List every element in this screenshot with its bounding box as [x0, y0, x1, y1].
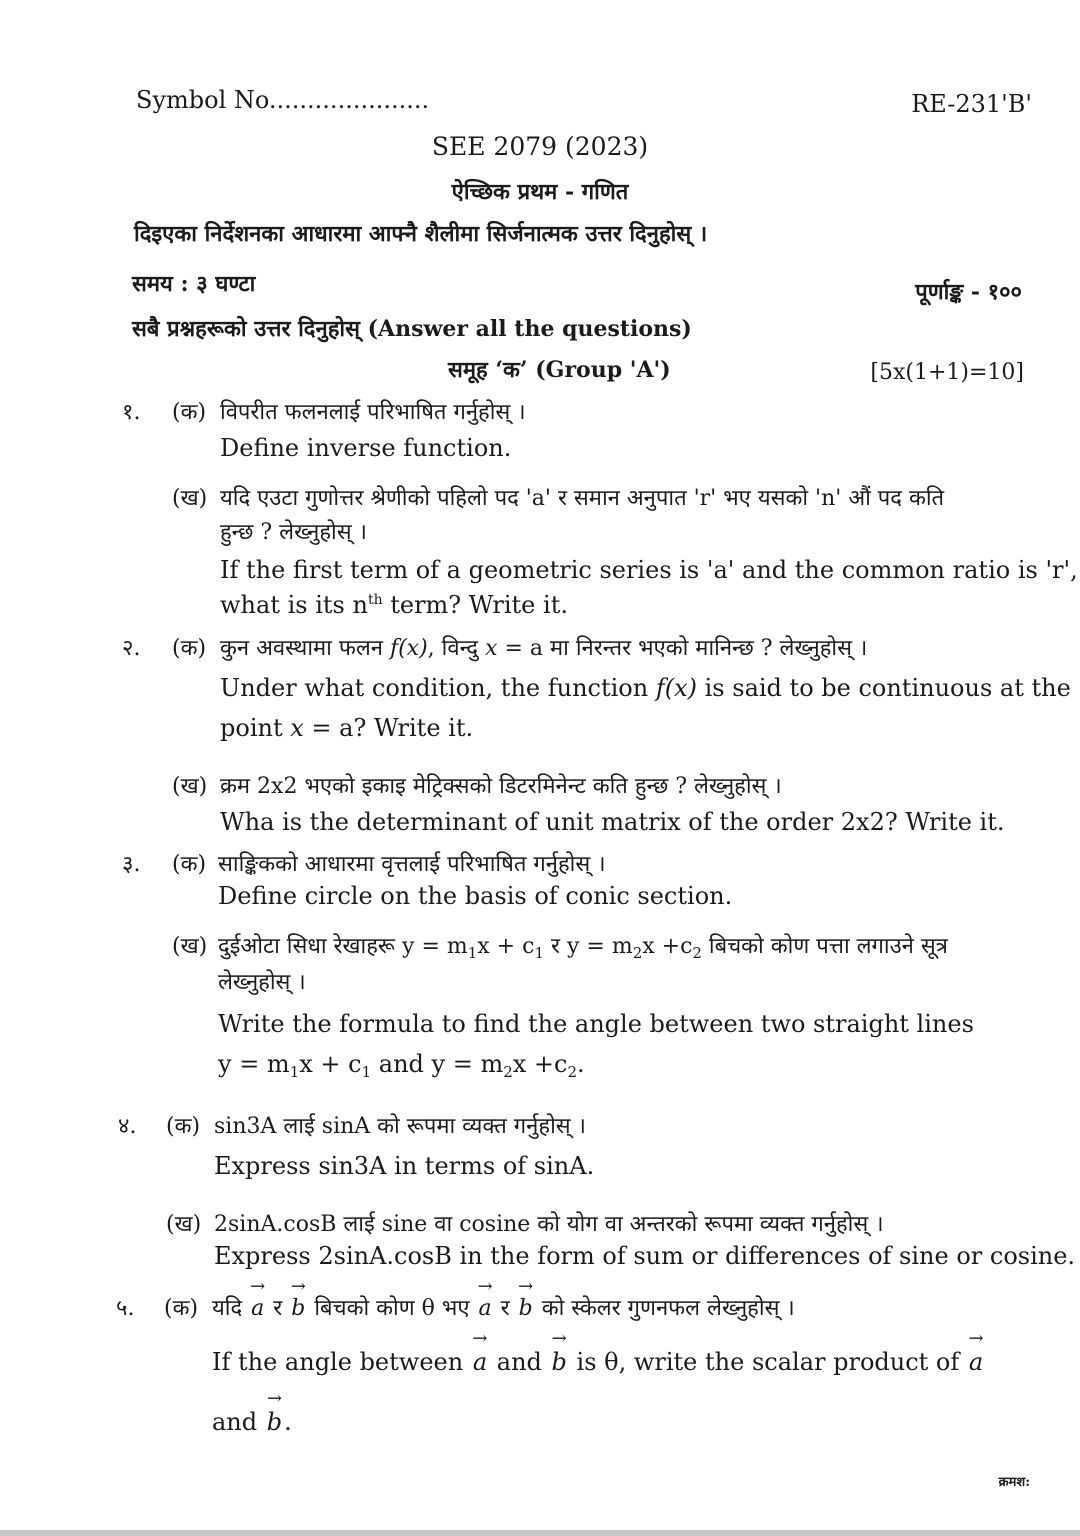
- question-text-en: Express 2sinA.cosB in the form of sum or differences of sine or cosine.: [214, 1242, 1076, 1270]
- question-number: २.: [122, 636, 141, 661]
- part-label: (ख): [166, 1212, 202, 1237]
- question-text-np: यदि एउटा गुणोत्तर श्रेणीको पहिलो पद 'a' र समान अनुपात 'r' भए यसको 'n' औं पद कति: [220, 486, 945, 511]
- question-number: १.: [122, 400, 141, 425]
- vector-a: → a: [471, 1348, 489, 1376]
- part-label: (क): [166, 1114, 201, 1139]
- question-text-en: $y = m_1x + c_1$ and $y = m_2x +c_2$.: [218, 1050, 585, 1081]
- question-text-np: साङ्किकको आधारमा वृत्तलाई परिभाषित गर्नुहोस् ।: [218, 852, 606, 877]
- vector-b: → b: [517, 1296, 535, 1321]
- part-label: (ख): [172, 934, 208, 959]
- vector-b: → b: [265, 1408, 284, 1436]
- question-text-np: 2sinA.cosB लाई sine वा cosine को योग वा अन्तरको रूपमा व्यक्त गर्नुहोस् ।: [214, 1212, 884, 1237]
- question-text-np: यदि → a र → b बिचको कोण θ भए → a र → b को स्केलर गुणनफल लेख्नुहोस् ।: [212, 1292, 795, 1322]
- question-text-en: Define inverse function.: [220, 434, 512, 462]
- part-label: (क): [172, 400, 207, 425]
- question-text-en: Define circle on the basis of conic section.: [218, 882, 733, 910]
- question-number: ५.: [116, 1296, 135, 1321]
- question-text-en: If the angle between → a and → b is θ, write the scalar product of → a: [212, 1348, 985, 1376]
- question-text-en: If the first term of a geometric series is 'a' and the common ratio is 'r',: [220, 556, 1078, 584]
- continued-note: क्रमश:: [998, 1475, 1030, 1490]
- question-text-en: Under what condition, the function f(x) is said to be continuous at the: [220, 674, 1071, 702]
- part-label: (ख): [172, 774, 208, 799]
- symbol-number: Symbol No.....................: [136, 86, 430, 114]
- full-marks: पूर्णाङ्क - १००: [915, 279, 1022, 305]
- question-number: ३.: [122, 852, 141, 877]
- vector-b: → b: [289, 1296, 307, 1321]
- instruction: दिइएका निर्देशनका आधारमा आफ्नै शैलीमा सिर्जनात्मक उत्तर दिनुहोस् ।: [134, 221, 708, 247]
- part-label: (ख): [172, 486, 208, 511]
- vector-a: → a: [477, 1296, 494, 1321]
- question-text-np: विपरीत फलनलाई परिभाषित गर्नुहोस् ।: [220, 400, 526, 425]
- subject-title: ऐच्छिक प्रथम - गणित: [451, 179, 629, 205]
- question-text-np: हुन्छ ? लेख्नुहोस् ।: [220, 520, 367, 545]
- question-text-en: and → b.: [212, 1408, 292, 1436]
- question-text-np: कुन अवस्थामा फलन f(x), विन्दु x = a मा निरन्तर भएको मानिन्छ ? लेख्नुहोस् ।: [220, 636, 868, 661]
- vector-a: → a: [967, 1348, 985, 1376]
- exam-title: SEE 2079 (2023): [431, 132, 649, 161]
- question-text-np: दुईओटा सिधा रेखाहरू $y = m_1x + c_1$ र $y = m_2x +c_2$ बिचको कोण पत्ता लगाउने सूत्र: [218, 934, 948, 962]
- question-text-en: point x = a? Write it.: [220, 714, 474, 742]
- vector-a: → a: [249, 1296, 266, 1321]
- group-title: समूह ‘क’ (Group 'A'): [448, 357, 671, 383]
- time-allowed: समय : ३ घण्टा: [132, 271, 256, 297]
- question-text-en: Write the formula to find the angle between two straight lines: [218, 1010, 974, 1038]
- vector-b: → b: [550, 1348, 569, 1376]
- question-text-en: what is its $n^{th}$ term? Write it.: [220, 591, 568, 619]
- paper-code: RE-231'B': [911, 90, 1032, 118]
- page-bottom-edge: [0, 1530, 1080, 1536]
- group-marks: [5x(1+1)=10]: [870, 360, 1024, 385]
- question-text-en: Wha is the determinant of unit matrix of the order 2x2? Write it.: [220, 808, 1005, 836]
- question-text-en: Express sin3A in terms of sinA.: [214, 1152, 595, 1180]
- question-text-np: sin3A लाई sinA को रूपमा व्यक्त गर्नुहोस् ।: [214, 1114, 586, 1139]
- part-label: (क): [172, 636, 207, 661]
- question-number: ४.: [118, 1114, 137, 1139]
- part-label: (क): [164, 1296, 199, 1321]
- question-text-np: क्रम 2x2 भएको इकाइ मेट्रिक्सको डिटरमिनेन्ट कति हुन्छ ? लेख्नुहोस् ।: [220, 774, 782, 799]
- question-text-np: लेख्नुहोस् ।: [218, 970, 306, 995]
- answer-all: सबै प्रश्नहरूको उत्तर दिनुहोस् (Answer all the questions): [132, 316, 692, 342]
- part-label: (क): [172, 852, 207, 877]
